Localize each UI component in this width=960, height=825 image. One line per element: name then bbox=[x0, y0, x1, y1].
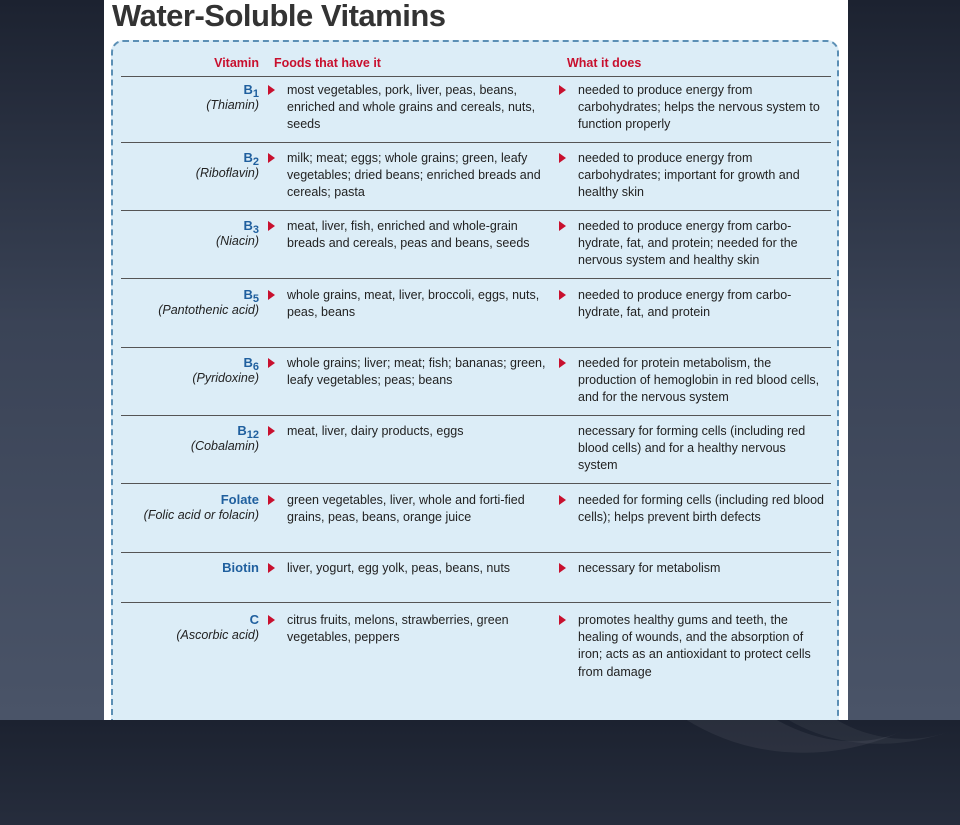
bullet-arrow-icon bbox=[268, 85, 275, 95]
function-cell: promotes healthy gums and teeth, the healing of wounds, and the absorption of iron; acts as an antioxidant to protect cells from damage bbox=[578, 612, 828, 681]
vitamin-cell bbox=[121, 150, 259, 181]
vitamin-name: Folate bbox=[220, 492, 259, 507]
bullet-arrow-icon bbox=[268, 495, 275, 505]
vitamin-alt-name: (Ascorbic acid) bbox=[176, 628, 259, 642]
bullet-arrow-icon bbox=[559, 495, 566, 505]
function-cell: needed to produce energy from carbohydrates; helps the nervous system to function properly bbox=[578, 82, 828, 134]
foods-cell: liver, yogurt, egg yolk, peas, beans, nuts bbox=[287, 560, 549, 577]
vitamin-name: $B_6$ bbox=[243, 355, 259, 373]
function-cell: needed to produce energy from carbohydrates; important for growth and healthy skin bbox=[578, 150, 828, 202]
bullet-arrow-icon bbox=[268, 153, 275, 163]
vitamin-alt-name: (Niacin) bbox=[215, 234, 259, 248]
bullet-arrow-icon bbox=[268, 221, 275, 231]
foods-cell: whole grains, meat, liver, broccoli, eggs, nuts, peas, beans bbox=[287, 287, 549, 321]
foods-cell: citrus fruits, melons, strawberries, green vegetables, peppers bbox=[287, 612, 549, 646]
table-row bbox=[121, 82, 831, 143]
table-row bbox=[121, 560, 831, 603]
bullet-arrow-icon bbox=[268, 358, 275, 368]
header-divider bbox=[121, 76, 831, 77]
vitamin-cell bbox=[121, 355, 259, 386]
header-what-it-does: What it does bbox=[567, 56, 642, 70]
vitamin-name: $B_3$ bbox=[243, 218, 259, 236]
vitamin-cell bbox=[121, 287, 259, 318]
function-cell: necessary for metabolism bbox=[578, 560, 828, 577]
function-cell: needed to produce energy from carbo-hydrate, fat, and protein bbox=[578, 287, 828, 321]
bullet-arrow-icon bbox=[559, 358, 566, 368]
function-cell: needed to produce energy from carbo-hydrate, fat, and protein; needed for the nervous system and healthy skin bbox=[578, 218, 828, 270]
page-title: Water-Soluble Vitamins bbox=[112, 0, 446, 33]
foods-cell: milk; meat; eggs; whole grains; green, leafy vegetables; dried beans; enriched breads and cereals; pasta bbox=[287, 150, 549, 202]
vitamin-cell bbox=[121, 82, 259, 113]
table-row bbox=[121, 287, 831, 348]
vitamin-alt-name: (Pantothenic acid) bbox=[158, 303, 259, 317]
foods-cell: green vegetables, liver, whole and forti-fied grains, peas, beans, orange juice bbox=[287, 492, 549, 526]
header-vitamin: Vitamin bbox=[214, 56, 259, 70]
bullet-arrow-icon bbox=[559, 221, 566, 231]
vitamin-alt-name: (Folic acid or folacin) bbox=[143, 508, 259, 522]
vitamin-name: C bbox=[249, 612, 259, 627]
vitamin-name: $B_5$ bbox=[243, 287, 259, 305]
vitamin-table bbox=[111, 40, 839, 720]
vitamin-cell bbox=[121, 218, 259, 249]
vitamin-alt-name: (Riboflavin) bbox=[195, 166, 259, 180]
bullet-arrow-icon bbox=[559, 563, 566, 573]
bullet-arrow-icon bbox=[268, 290, 275, 300]
table-row bbox=[121, 218, 831, 279]
table-row bbox=[121, 492, 831, 553]
vitamin-cell bbox=[121, 423, 259, 454]
vitamin-alt-name: (Cobalamin) bbox=[190, 439, 259, 453]
vitamin-name: $B_1$ bbox=[243, 82, 259, 100]
slide bbox=[104, 0, 848, 720]
vitamin-cell bbox=[121, 492, 259, 523]
table-row bbox=[121, 423, 831, 484]
bullet-arrow-icon bbox=[268, 615, 275, 625]
function-cell: needed for forming cells (including red blood cells); helps prevent birth defects bbox=[578, 492, 828, 526]
vitamin-alt-name: (Pyridoxine) bbox=[192, 371, 259, 385]
foods-cell: meat, liver, dairy products, eggs bbox=[287, 423, 549, 440]
foods-cell: whole grains; liver; meat; fish; bananas; green, leafy vegetables; peas; beans bbox=[287, 355, 549, 389]
vitamin-name: Biotin bbox=[222, 560, 259, 575]
bullet-arrow-icon bbox=[559, 153, 566, 163]
function-cell: needed for protein metabolism, the production of hemoglobin in red blood cells, and for the nervous system bbox=[578, 355, 828, 407]
function-cell: necessary for forming cells (including red blood cells) and for a healthy nervous system bbox=[578, 424, 806, 473]
bullet-arrow-icon bbox=[559, 615, 566, 625]
vitamin-alt-name: (Thiamin) bbox=[206, 98, 259, 112]
vitamin-cell bbox=[121, 612, 259, 643]
bullet-arrow-icon bbox=[559, 85, 566, 95]
vitamin-cell bbox=[121, 560, 259, 575]
table-row bbox=[121, 150, 831, 211]
vitamin-name: $B_{12}$ bbox=[237, 423, 259, 441]
header-foods: Foods that have it bbox=[274, 56, 381, 70]
bullet-arrow-icon bbox=[559, 290, 566, 300]
vitamin-name: $B_2$ bbox=[243, 150, 259, 168]
bullet-arrow-icon bbox=[268, 426, 275, 436]
foods-cell: most vegetables, pork, liver, peas, beans, enriched and whole grains and cereals, nuts, seeds bbox=[287, 82, 549, 134]
foods-cell: meat, liver, fish, enriched and whole-grain breads and cereals, peas and beans, seeds bbox=[287, 218, 549, 252]
table-row bbox=[121, 612, 831, 688]
bullet-arrow-icon bbox=[268, 563, 275, 573]
table-row bbox=[121, 355, 831, 416]
